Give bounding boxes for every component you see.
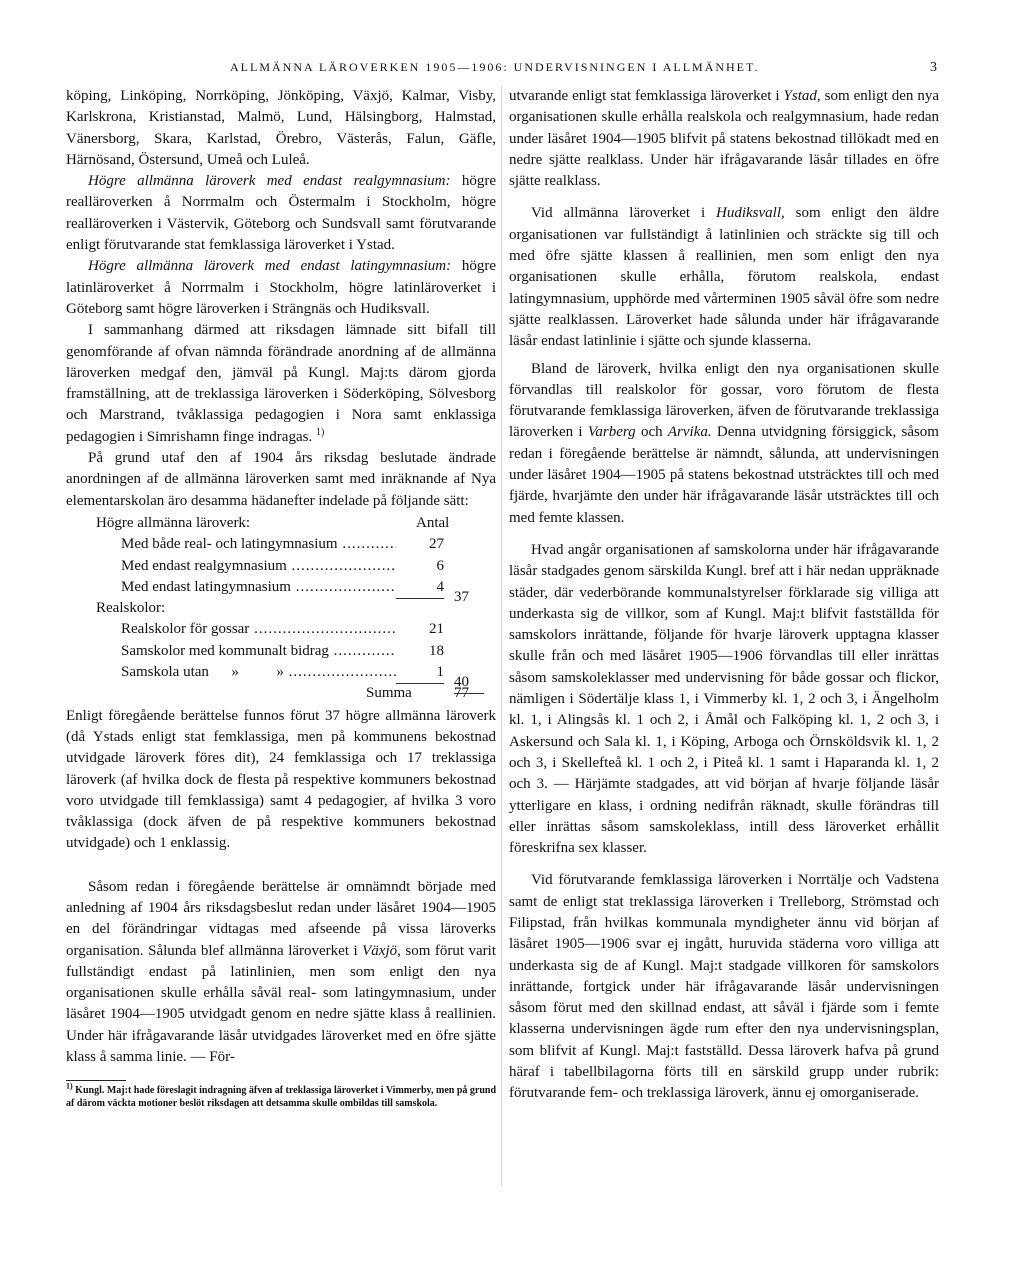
row-label-wrap bbox=[121, 556, 396, 577]
row-label-wrap bbox=[121, 577, 396, 598]
table-row bbox=[66, 534, 496, 555]
paragraph-text: som förut varit fullständigt endast på latinlinien, men som enligt den nya organisationen skulle erhålla såväl real- som latingymnasium, under läsåret 1904—1905 utvidgadt genom en nedre sjätte klass å reallinien. Under här ifrågavarande läsår utvidgades läroverket med en öfre sjätte klass å samma linie. — För- bbox=[66, 942, 496, 1066]
italic-heading: Högre allmänna läroverk med endast latingymnasium: bbox=[88, 258, 452, 275]
paragraph-text: som enligt den äldre organisationen var fullständigt å latinlinien och sträckte sig till och med öfre sjätte klassen å reallinien, men som enligt den nya organisationen skulle erhålla, förutom realskola, endast latingymnasium, upphörde med vårterminen 1905 såväl öfre som nedre sjätte realklassen. Läroverket hade sålunda under här ifrågavarande läsår endast latinlinie i sjätte och sjunde klasserna. bbox=[509, 205, 939, 350]
footnote-text: Kungl. Maj:t hade föreslagit indragning äfven af treklassiga läroverket i Vimmerby, men på grund af därom väckta motioner beslöt riksdagen att detsamma skulle ombildas till samskola. bbox=[66, 1085, 497, 1109]
paragraph-text: Denna utvidgning försiggick, såsom redan i föregående berättelse är nämndt, sålunda, att undervisningen under läsåret 1904—1905 på statens bekostnad utsträcktes till och med fjärde, hvarjämte den under här ifrågavarande läsår utsträcktes till och med femte klassen. bbox=[509, 424, 939, 526]
column-divider bbox=[501, 86, 502, 1186]
italic-place: Arvika. bbox=[667, 424, 712, 441]
row-label-wrap bbox=[121, 641, 396, 662]
row-value: 27 bbox=[396, 534, 444, 555]
paragraph-text: Bland de läroverk, hvilka enligt den nya organisationen skulle förvandlas till realskolor för gossar, voro förutom de flesta förutvarande femklassiga läroverken, äfven de förutvarande treklassiga läroverken i bbox=[509, 360, 939, 441]
paragraph bbox=[509, 203, 939, 352]
summa-value: 77 bbox=[454, 685, 469, 702]
table-group-heading: Högre allmänna läroverk: bbox=[96, 514, 251, 531]
italic-place: Växjö, bbox=[362, 942, 401, 959]
footnote-mark: 1) bbox=[66, 1082, 73, 1092]
paragraph: Hvad angår organisationen af samskolorna under här ifrågavarande läsår stadgades genom särskilda Kungl. bref att i här nedan uppräknade städer, där vederbörande kommunalstyrelser förklarade sig villiga att underkasta sig de villkor, som af Kungl. Maj:t blifvit fastställda för samskolors inrättande, följande för hvarje läroverk upptagna klasser skulle från och med läsåret 1905—1906 förvandlas till eller inrättas såsom samskoleklasser med undervisning för både gossar och flickor, nämligen i Södertälje klass 1, i Vimmerby kl. 1, 2 och 3, i Ängelholm kl. 1, i Alingsås kl. 1 och 2, i Åmål och Falköping kl. 1, 2 och 3, i Askersund och Sala kl. 1, i Köping, Arboga och Örnsköldsvik kl. 1, 2 och 3, i Skellefteå kl. 1 och 2, i Piteå kl. 1 samt i Haparanda kl. 1, 2 och 3. — Härjämte stadgades, att vid början af hvarje följande läsår ytterligare en klass, i ordning nedifrån räknadt, skulle förändras till eller inrättas såsom samskoleklass, intill dess läroverket erhållit föreskrifna sex klasser. bbox=[509, 541, 939, 857]
paragraph: Enligt föregående berättelse funnos förut 37 högre allmänna läroverk (då Ystads enligt stat femklassiga, men på kommunens bekostnad utvidgade läroverk föres dit), 24 femklassiga och 17 treklassiga läroverk (af hvilka dock de flesta på respektive kommuners bekostnad voro utvidgade till femklassiga) samt 4 pedagogier, af hvilka 3 voro tvåklassiga (dock äfven de på respektive kommuners bekostnad utvidgade) och 1 enklassig. bbox=[66, 707, 496, 852]
table-row bbox=[66, 556, 496, 577]
group-total: 40 bbox=[454, 672, 484, 694]
row-value: 4 bbox=[396, 577, 444, 599]
row-label-wrap bbox=[121, 534, 396, 555]
table-row bbox=[66, 577, 496, 605]
table-heading-row bbox=[66, 598, 496, 619]
row-label: Med endast latingymnasium ..... bbox=[121, 579, 396, 595]
left-column bbox=[66, 86, 496, 1110]
running-head-title: ALLMÄNNA LÄROVERKEN 1905—1906: UNDERVISNINGEN I ALLMÄNHET. bbox=[230, 60, 760, 74]
row-label: Samskola utan » » ..... bbox=[121, 664, 396, 680]
paragraph: köping, Linköping, Norrköping, Jönköping, Växjö, Kalmar, Visby, Karlskrona, Kristianstad, Malmö, Lund, Hälsingborg, Halmstad, Vänersborg, Skara, Karlstad, Örebro, Västerås, Falun, Gäfle, Härnösand, Östersund, Umeå och Luleå. bbox=[66, 88, 496, 168]
paragraph bbox=[509, 359, 939, 529]
paragraph-text: högre latinläroverket å Norrmalm i Stockholm, högre latinläroverket i Göteborg samt högre läroverken i Strängnäs och Hudiksvall. bbox=[66, 258, 496, 317]
italic-place: Ystad, bbox=[783, 88, 821, 104]
paragraph bbox=[66, 256, 496, 320]
row-value: 21 bbox=[396, 619, 444, 640]
table-row bbox=[66, 619, 496, 640]
paragraph-text: utvarande enligt stat femklassiga läroverket i bbox=[509, 88, 784, 104]
paragraph-text: Vid allmänna läroverket i bbox=[531, 205, 716, 222]
table-summary-row bbox=[66, 683, 496, 704]
paragraph bbox=[66, 320, 496, 448]
page-number: 3 bbox=[930, 60, 937, 75]
row-value: 18 bbox=[396, 641, 444, 662]
column-header-antal: Antal bbox=[416, 514, 450, 531]
row-value: 1 bbox=[396, 662, 444, 684]
table-heading-row bbox=[66, 513, 496, 534]
classification-table bbox=[66, 513, 496, 705]
paragraph: Vid förutvarande femklassiga läroverken i Norrtälje och Vadstena samt de enligt stat treklassiga läroverken i Trelleborg, Strömstad och Filipstad, från hvilkas kommunala myndigheter ännu vid början af läsåret 1905—1906 svar ej ingått, huruvida städerna voro villiga att underkasta sig de af Kungl. Maj:t stadgade villkoren för samskolors inrättande, fortgick under här ifrågavarande läsår undervisningen såsom förut med den skillnad endast, att såväl i fjärde som i femte klasserna undervisningen ägde rum efter den nya undervisningsplan, som blifvit af Kungl. Maj:t fastställd. Dessa läroverk hafva på grund häraf i tabellbilagorna förts till en särskild grupp under rubrik: förutvarande fem- och treklassiga läroverk, ännu ej omorganiserade. bbox=[509, 872, 939, 1102]
paragraph bbox=[66, 171, 496, 256]
italic-heading: Högre allmänna läroverk med endast realgymnasium: bbox=[88, 173, 451, 190]
italic-place: Varberg bbox=[587, 424, 636, 441]
paragraph-text: och bbox=[635, 424, 668, 441]
paragraph bbox=[66, 877, 496, 1069]
summa-label: Summa bbox=[366, 685, 412, 702]
row-label-wrap bbox=[121, 662, 396, 683]
footnote bbox=[66, 1082, 497, 1110]
paragraph: På grund utaf den af 1904 års riksdag beslutade ändrade anordningen af de allmänna läroverken samt med inräknande af Nya elementarskolan äro desamma hädanefter indelade på följande sätt: bbox=[66, 450, 496, 509]
paragraph-text: som enligt den nya organisationen skulle erhålla realskola och realgymnasium, hade redan under läsåret 1904—1905 blifvit på statens bekostnad tillökadt med en nedre sjätte realklass. Under här ifrågavarande läsår tillades en öfre sjätte realklass. bbox=[509, 88, 939, 190]
paragraph bbox=[509, 86, 939, 192]
row-label: Realskolor för gossar ..... bbox=[121, 621, 396, 637]
running-head bbox=[0, 60, 1024, 80]
row-label-wrap bbox=[121, 619, 396, 640]
group-total: 37 bbox=[454, 588, 469, 605]
right-column bbox=[509, 86, 939, 1105]
table-group-heading: Realskolor: bbox=[96, 600, 166, 617]
italic-place: Hudiksvall, bbox=[716, 205, 785, 222]
paragraph-text: I sammanhang därmed att riksdagen lämnade sitt bifall till genomförande af ofvan nämnda förändrade anordning af de allmänna läroverken medgaf den, jämväl på Kungl. Maj:ts därom gjorda framställning, att de treklassiga läroverken i Söderköping, Sölvesborg och Marstrand, tvåklassiga pedagogien i Nora samt enklassiga pedagogien i Simrishamn finge indragas. bbox=[66, 322, 496, 445]
footnote-rule bbox=[66, 1080, 126, 1081]
footnote-ref[interactable]: 1) bbox=[315, 426, 325, 438]
paragraph-text: högre realläroverken å Norrmalm och Östermalm i Stockholm, högre realläroverken i Västervik, Göteborg och Sundsvall samt förutvarande enligt förutvarande stat femklassiga läroverket i Ystad. bbox=[66, 173, 496, 254]
row-label: Med både real- och latingymnasium ..... bbox=[121, 536, 396, 552]
table-row bbox=[66, 662, 496, 691]
table-row bbox=[66, 641, 496, 662]
row-label: Med endast realgymnasium ..... bbox=[121, 558, 396, 574]
paragraph-text: Såsom redan i föregående berättelse är omnämndt började med anledning af 1904 års riksdagsbeslut redan under läsåret 1904—1905 en del förändringar vidtagas med afseende på vissa läroverks organisation. Sålunda blef allmänna läroverket i bbox=[66, 878, 496, 959]
row-label: Samskolor med kommunalt bidrag ..... bbox=[121, 643, 396, 659]
row-value: 6 bbox=[396, 556, 444, 577]
